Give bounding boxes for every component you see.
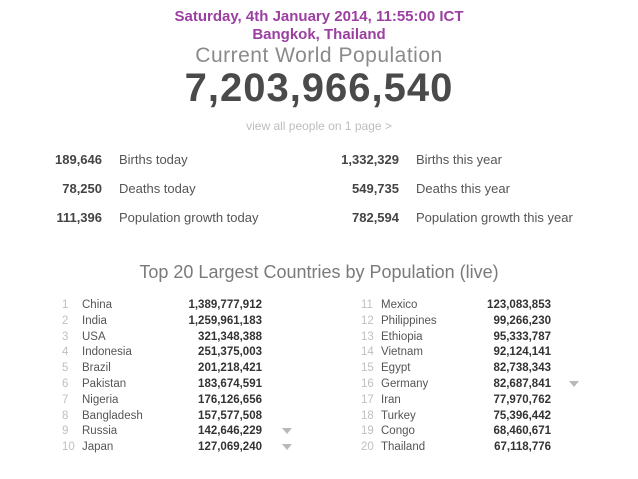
stat-deaths-today-value-wrap bbox=[30, 179, 102, 199]
country-rank: 14 bbox=[361, 346, 374, 359]
country-rank: 12 bbox=[361, 314, 374, 327]
top20-title: Top 20 Largest Countries by Population (live) bbox=[139, 262, 499, 282]
country-rank: 17 bbox=[361, 393, 374, 406]
country-population: 157,577,508 bbox=[198, 409, 262, 422]
country-row bbox=[361, 376, 551, 392]
growth-year-value: 782,594 bbox=[352, 210, 399, 225]
country-name: Vietnam bbox=[381, 346, 423, 359]
births-year-value: 1,332,329 bbox=[341, 152, 399, 167]
country-rank: 15 bbox=[361, 362, 374, 375]
country-rank: 6 bbox=[62, 378, 69, 390]
country-rank: 7 bbox=[62, 393, 69, 406]
page-header bbox=[0, 8, 638, 44]
country-rank: 3 bbox=[62, 330, 69, 343]
chevron-down-icon bbox=[282, 428, 292, 434]
country-name: Turkey bbox=[381, 409, 416, 422]
chevron-down-icon bbox=[569, 381, 579, 387]
country-population: 67,118,776 bbox=[494, 441, 551, 454]
world-population-title: Current World Population bbox=[195, 44, 443, 67]
country-rank: 8 bbox=[62, 409, 69, 422]
country-population: 176,126,656 bbox=[198, 393, 262, 406]
country-population: 77,970,762 bbox=[493, 393, 551, 406]
growth-today-label: Population growth today bbox=[119, 210, 259, 225]
country-row bbox=[361, 360, 551, 376]
country-rank: 5 bbox=[62, 362, 69, 375]
country-name: Congo bbox=[381, 425, 415, 438]
country-population: 201,218,421 bbox=[198, 362, 262, 375]
country-population: 82,687,841 bbox=[493, 378, 551, 390]
country-name: Indonesia bbox=[82, 346, 132, 359]
country-name: Iran bbox=[381, 393, 401, 406]
country-population: 1,389,777,912 bbox=[188, 299, 262, 311]
country-population: 1,259,961,183 bbox=[188, 314, 262, 327]
country-name: Pakistan bbox=[82, 378, 127, 390]
deaths-today-value: 78,250 bbox=[62, 181, 102, 196]
country-population: 123,083,853 bbox=[487, 299, 551, 311]
stat-deaths-year-value-wrap bbox=[300, 179, 399, 199]
stat-growth-year-value-wrap bbox=[300, 208, 399, 228]
country-rank: 16 bbox=[361, 378, 374, 390]
stat-growth-year-label-wrap bbox=[416, 208, 626, 228]
country-population: 251,375,003 bbox=[198, 346, 262, 359]
country-row bbox=[62, 408, 262, 424]
country-row bbox=[361, 313, 551, 329]
country-population: 321,348,388 bbox=[198, 330, 262, 343]
country-rank: 11 bbox=[361, 299, 373, 311]
country-population: 95,333,787 bbox=[493, 330, 551, 343]
view-all-people-link[interactable]: view all people on 1 page > bbox=[246, 119, 392, 133]
country-population: 92,124,141 bbox=[493, 346, 551, 359]
country-population: 99,266,230 bbox=[493, 314, 551, 327]
country-row bbox=[62, 360, 262, 376]
country-rank: 18 bbox=[361, 409, 374, 422]
births-today-value: 189,646 bbox=[55, 152, 102, 167]
growth-year-label: Population growth this year bbox=[416, 210, 573, 225]
growth-today-value: 111,396 bbox=[56, 210, 102, 225]
country-row bbox=[62, 344, 262, 360]
country-row bbox=[62, 376, 262, 392]
stat-deaths-today-label-wrap bbox=[119, 179, 299, 199]
country-population: 82,738,343 bbox=[493, 362, 551, 375]
datetime-text: Saturday, 4th January 2014, 11:55:00 ICT bbox=[174, 8, 464, 25]
country-name: USA bbox=[82, 330, 106, 343]
deaths-year-value: 549,735 bbox=[352, 181, 399, 196]
country-rank: 20 bbox=[361, 441, 374, 454]
stat-growth-today-value-wrap bbox=[30, 208, 102, 228]
country-row bbox=[361, 297, 551, 313]
country-name: Brazil bbox=[82, 362, 111, 375]
country-rank: 1 bbox=[62, 299, 69, 311]
country-name: Mexico bbox=[381, 299, 418, 311]
country-name: Russia bbox=[82, 425, 118, 438]
country-row bbox=[62, 313, 262, 329]
country-row bbox=[361, 344, 551, 360]
country-row bbox=[62, 392, 262, 408]
births-year-label: Births this year bbox=[416, 152, 502, 167]
stat-deaths-year-label-wrap bbox=[416, 179, 616, 199]
country-population: 183,674,591 bbox=[198, 378, 262, 390]
country-name: Nigeria bbox=[82, 393, 119, 406]
country-name: Ethiopia bbox=[381, 330, 423, 343]
country-name: Bangladesh bbox=[82, 409, 143, 422]
country-rank: 10 bbox=[62, 441, 75, 454]
country-name: Egypt bbox=[381, 362, 411, 375]
country-row bbox=[62, 439, 262, 455]
country-population: 75,396,442 bbox=[493, 409, 551, 422]
country-row bbox=[361, 392, 551, 408]
country-row bbox=[62, 423, 262, 439]
stat-births-today-label-wrap bbox=[119, 150, 299, 170]
country-row bbox=[361, 423, 551, 439]
stat-births-today-value-wrap bbox=[30, 150, 102, 170]
stat-births-year-value-wrap bbox=[300, 150, 399, 170]
country-population: 68,460,671 bbox=[493, 425, 551, 438]
country-name: India bbox=[82, 314, 107, 327]
country-name: Japan bbox=[82, 441, 114, 454]
country-row bbox=[62, 329, 262, 345]
deaths-year-label: Deaths this year bbox=[416, 181, 510, 196]
country-rank: 4 bbox=[62, 346, 69, 359]
country-row bbox=[62, 297, 262, 313]
country-rank: 9 bbox=[62, 425, 69, 438]
country-name: Philippines bbox=[381, 314, 437, 327]
location-text: Bangkok, Thailand bbox=[252, 26, 386, 43]
stat-births-year-label-wrap bbox=[416, 150, 616, 170]
country-name: China bbox=[82, 299, 113, 311]
country-row bbox=[361, 329, 551, 345]
deaths-today-label: Deaths today bbox=[119, 181, 196, 196]
country-population: 127,069,240 bbox=[198, 441, 262, 454]
chevron-down-icon bbox=[282, 444, 292, 450]
country-row bbox=[361, 408, 551, 424]
world-population-counter: 7,203,966,540 bbox=[184, 66, 454, 110]
country-name: Thailand bbox=[381, 441, 426, 454]
country-rank: 13 bbox=[361, 330, 374, 343]
country-name: Germany bbox=[381, 378, 429, 390]
country-row bbox=[361, 439, 551, 455]
stat-growth-today-label-wrap bbox=[119, 208, 299, 228]
country-rank: 19 bbox=[361, 425, 374, 438]
births-today-label: Births today bbox=[119, 152, 188, 167]
country-population: 142,646,229 bbox=[198, 425, 262, 438]
country-rank: 2 bbox=[62, 314, 69, 327]
